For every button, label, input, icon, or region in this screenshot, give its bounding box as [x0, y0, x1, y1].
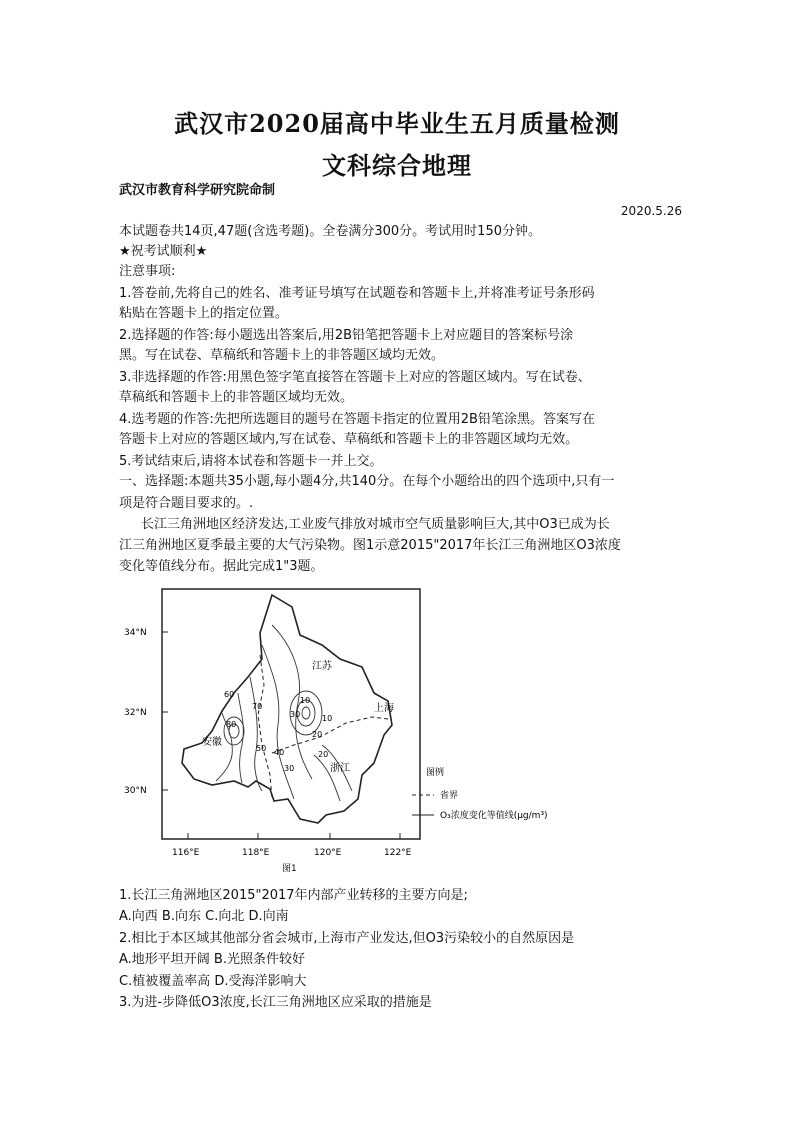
region-label-zhejiang: 浙江	[330, 763, 350, 774]
lon-label: 116°E	[172, 848, 200, 858]
figure-1-map	[122, 585, 602, 875]
contour-value: 30	[290, 710, 301, 719]
region-label-shanghai: 上海	[374, 703, 394, 714]
question-2-options: A.地形平坦开阔 B.光照条件较好	[119, 952, 305, 967]
exam-date: 2020.5.26	[620, 204, 682, 218]
note-line: 3.非选择题的作答:用黑色签字笔直接答在答题卡上对应的答题区域内。写在试卷、	[119, 370, 591, 385]
section-heading: 项是符合题目要求的。.	[119, 496, 254, 511]
passage-line: 变化等值线分布。据此完成1"3题。	[119, 559, 324, 574]
province-boundary	[258, 655, 272, 799]
note-line: 粘贴在答题卡上的指定位置。	[119, 306, 289, 321]
notes-heading: 注意事项:	[119, 264, 176, 279]
contour-line	[314, 755, 340, 801]
note-line: 4.选考题的作答:先把所选题目的题号在答题卡指定的位置用2B铅笔涂黑。答案写在	[119, 412, 595, 427]
legend-boundary-label: 省界	[440, 791, 459, 801]
lat-label: 34°N	[124, 628, 147, 638]
note-line: 黑。写在试卷、草稿纸和答题卡上的非答题区域均无效。	[119, 348, 445, 363]
legend-title: 图例	[426, 768, 445, 778]
note-line: 5.考试结束后,请将本试卷和答题卡一并上交。	[119, 454, 383, 469]
contour-value: 30	[284, 764, 295, 773]
contour-value: 60	[224, 690, 235, 699]
contour-value: 10	[322, 714, 333, 723]
note-line: 1.答卷前,先将自己的姓名、准考证号填写在试题卷和答题卡上,并将准考证号条形码	[119, 286, 595, 301]
passage-line: 江三角洲地区夏季最主要的大气污染物。图1示意2015"2017年长江三角洲地区O3浓度	[119, 538, 621, 553]
contour-value: 20	[312, 730, 323, 739]
region-label-jiangsu: 江苏	[312, 661, 332, 672]
region-outline	[182, 595, 392, 823]
contour-line	[262, 645, 294, 799]
author-line: 武汉市教育科学研究院命制	[119, 183, 276, 198]
exam-subtitle: 文科综合地理	[322, 151, 472, 180]
note-line: 答题卡上对应的答题区域内,写在试卷、草稿纸和答题卡上的非答题区域均无效。	[119, 432, 579, 447]
contour-value: 50	[256, 744, 267, 753]
question-1-options: A.向西 B.向东 C.向北 D.向南	[119, 909, 289, 924]
question-2-stem: 2.相比于本区域其他部分省会城市,上海市产业发达,但O3污染较小的自然原因是	[119, 931, 575, 946]
lat-label: 30°N	[124, 786, 147, 796]
contour-value: 80	[226, 720, 237, 729]
note-line: 2.选择题的作答:每小题选出答案后,用2B铅笔把答题卡上对应题目的答案标号涂	[119, 328, 574, 343]
question-1-stem: 1.长江三角洲地区2015"2017年内部产业转移的主要方向是;	[119, 888, 468, 903]
exam-info: 本试题卷共14页,47题(含选考题)。全卷满分300分。考试用时150分钟。	[119, 224, 541, 239]
question-3-stem: 3.为进-步降低O3浓度,长江三角洲地区应采取的措施是	[119, 995, 432, 1010]
contour-value: 40	[274, 748, 285, 757]
contour-value: 10	[300, 696, 311, 705]
contour-line	[302, 707, 310, 719]
contour-value: 20	[318, 750, 329, 759]
region-label-anhui: 安徽	[202, 737, 222, 748]
section-heading: 一、选择题:本题共35小题,每小题4分,共140分。在每个小题给出的四个选项中,只有一	[119, 474, 615, 489]
figure-caption: 图1	[282, 864, 297, 874]
exam-title: 武汉市2020届高中毕业生五月质量检测	[174, 109, 620, 138]
lon-label: 122°E	[384, 848, 412, 858]
lat-label: 32°N	[124, 708, 147, 718]
lon-label: 120°E	[314, 848, 342, 858]
good-luck-line: ★祝考试顺利★	[119, 244, 208, 259]
contour-value: 70	[252, 702, 263, 711]
note-line: 草稿纸和答题卡上的非答题区域均无效。	[119, 390, 354, 405]
legend-contour-label: O₃浓度变化等值线(μg/m³)	[440, 811, 548, 821]
passage-line: 长江三角洲地区经济发达,工业废气排放对城市空气质量影响巨大,其中O3已成为长	[141, 517, 610, 532]
lon-label: 118°E	[242, 848, 270, 858]
question-2-options: C.植被覆盖率高 D.受海洋影响大	[119, 974, 307, 989]
